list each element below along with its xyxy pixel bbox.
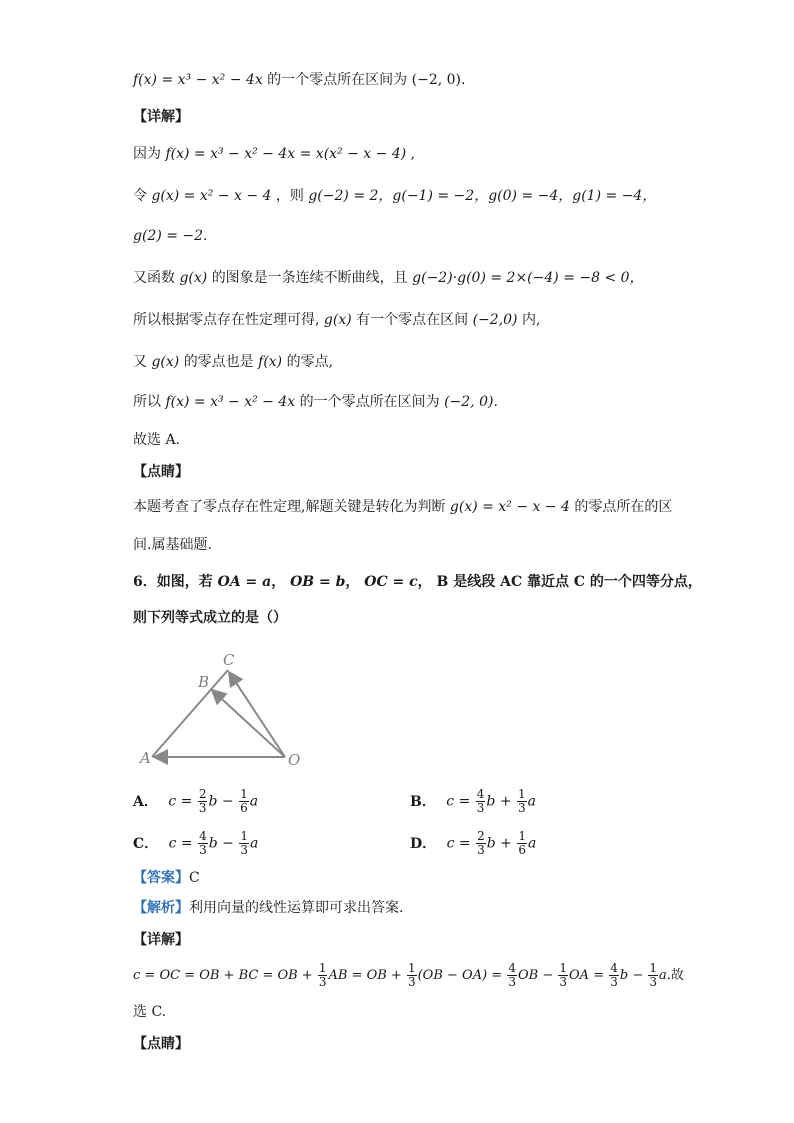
frac-num: 4: [476, 787, 485, 801]
l4-expr: g(−2)·g(0) = 2×(−4) = −8 < 0，: [412, 270, 644, 286]
frac-num: 1: [518, 787, 526, 801]
intro-line: [133, 70, 465, 90]
intro-interval: (−2, 0).: [411, 72, 466, 88]
solution-line-3: g(2) = −2.: [133, 228, 208, 244]
option-a-op: −: [221, 793, 234, 810]
frac-num: 4: [508, 961, 516, 975]
sol-part-7: a: [659, 968, 667, 983]
l9-expr: g(x) = x² − x − 4: [449, 499, 570, 515]
solution-line-1: [133, 144, 415, 164]
comment-heading-2: 【点睛】: [133, 1036, 189, 1052]
intro-text: 的一个零点所在区间为: [267, 72, 408, 88]
l9-suffix: 的零点所在的区: [574, 499, 673, 515]
l1-prefix: 因为: [133, 146, 161, 162]
option-b-lhs: c =: [446, 793, 471, 810]
l2-expr: g(x) = x² − x − 4: [151, 188, 272, 204]
q6-vector-oc: OC = c: [364, 574, 418, 590]
label-b: B: [198, 673, 210, 691]
frac-den: 3: [198, 801, 207, 815]
frac-den: 3: [610, 975, 618, 989]
option-c-v2: a: [249, 835, 259, 852]
sol-part-3: (OB − OA) =: [417, 968, 503, 983]
option-d[interactable]: [410, 830, 536, 857]
l4-prefix: 又函数: [133, 270, 175, 286]
option-d-v1: b: [486, 835, 496, 852]
sol-part-6: b −: [619, 968, 644, 983]
option-a-label: A．: [133, 793, 158, 810]
q6-b-text: B 是线段 AC 靠近点 C 的一个四等分点，: [436, 574, 702, 590]
option-c[interactable]: [133, 830, 258, 857]
answer-line: [133, 868, 200, 888]
option-b-op: +: [499, 793, 512, 810]
frac-den: 6: [518, 843, 526, 857]
q6-sep-3: ，: [417, 574, 432, 590]
solution-line-2: [133, 186, 656, 206]
answer-value: C: [189, 870, 200, 886]
option-c-label: C．: [133, 835, 159, 852]
l5-mid: 有一个零点在区间: [356, 312, 469, 328]
frac-den: 3: [518, 801, 526, 815]
frac-den: 3: [476, 801, 485, 815]
l7-prefix: 所以: [133, 394, 161, 410]
segment-ac: [152, 670, 228, 757]
l7-text: 的一个零点所在区间为: [299, 394, 440, 410]
answer-heading: 【答案】: [133, 870, 189, 886]
solution-line-4: [133, 268, 644, 288]
option-c-frac-2: [239, 830, 249, 857]
option-c-frac-1: [198, 830, 208, 857]
option-b[interactable]: [410, 788, 536, 815]
l1-expr: f(x) = x³ − x² − 4x = x(x² − x − 4): [165, 146, 407, 162]
option-a-frac-1: [198, 788, 208, 815]
l5-prefix: 所以根据零点存在性定理可得,: [133, 312, 320, 328]
frac-num: 1: [518, 829, 526, 843]
frac-den: 3: [508, 975, 516, 989]
q6-vector-oa: OA = a: [217, 574, 272, 590]
q6-sep-2: ，: [345, 574, 360, 590]
frac-den: 3: [199, 843, 207, 857]
frac-num: 4: [610, 961, 618, 975]
frac-den: 3: [649, 975, 658, 989]
sol-part-4: OB −: [517, 968, 554, 983]
solution-line-6: [133, 352, 333, 372]
frac-num: 1: [240, 787, 248, 801]
q6-sep-1: ，: [271, 574, 286, 590]
option-d-frac-2: [517, 830, 527, 857]
sol-tail: .故: [666, 968, 684, 983]
frac-num: 4: [199, 829, 207, 843]
l5-suffix: 内,: [521, 312, 541, 328]
option-d-v2: a: [527, 835, 537, 852]
l6-fx: f(x): [258, 354, 283, 370]
frac-den: 3: [407, 975, 416, 989]
option-a-lhs: c =: [168, 793, 193, 810]
sol-frac-3: [507, 962, 517, 989]
label-a: A: [140, 749, 151, 767]
intro-func: f(x) = x³ − x² − 4x: [133, 72, 263, 88]
option-d-label: D．: [410, 835, 437, 852]
analysis-heading: 【解析】: [133, 900, 189, 916]
l9-text: 本题考查了零点存在性定理,解题关键是转化为判断: [133, 499, 446, 515]
solution-line-7: [133, 392, 498, 412]
l6-mid: 的零点也是: [183, 354, 254, 370]
option-d-op: +: [500, 835, 512, 852]
frac-num: 2: [198, 787, 207, 801]
sol-part-1: c = OC = OB + BC = OB +: [133, 968, 313, 983]
frac-den: 3: [240, 843, 248, 857]
sol-part-2: AB = OB +: [328, 968, 402, 983]
option-a-v1: b: [208, 793, 218, 810]
frac-num: 1: [407, 961, 416, 975]
option-c-op: −: [222, 835, 234, 852]
solution-equation: [133, 962, 684, 989]
l7-interval: (−2, 0).: [444, 394, 498, 410]
l5-gx: g(x): [323, 312, 352, 328]
label-o: O: [288, 751, 301, 769]
l6-gx: g(x): [151, 354, 180, 370]
l4-gx: g(x): [179, 270, 208, 286]
option-d-frac-1: [476, 830, 486, 857]
option-a-v2: a: [249, 793, 259, 810]
frac-den: 3: [559, 975, 568, 989]
comment-heading: 【点睛】: [133, 464, 189, 480]
option-a[interactable]: [133, 788, 258, 815]
q6-vector-ob: OB = b: [290, 574, 346, 590]
frac-num: 1: [559, 961, 568, 975]
label-c: C: [223, 651, 235, 669]
option-c-lhs: c =: [168, 835, 193, 852]
question-6-line-2: 则下列等式成立的是（）: [133, 610, 287, 626]
l1-suffix: ,: [410, 146, 416, 162]
l6-suffix: 的零点,: [286, 354, 334, 370]
option-b-v1: b: [486, 793, 496, 810]
frac-num: 2: [477, 829, 485, 843]
sol-frac-4: [558, 962, 568, 989]
option-c-v1: b: [208, 835, 218, 852]
l6-prefix: 又: [133, 354, 147, 370]
option-b-v2: a: [527, 793, 537, 810]
option-b-frac-2: [517, 788, 527, 815]
comment-line-1: [133, 497, 672, 517]
option-b-label: B．: [410, 793, 436, 810]
frac-den: 3: [318, 975, 327, 989]
sol-frac-5: [609, 962, 619, 989]
frac-num: 1: [649, 961, 658, 975]
question-6-line-1: [133, 572, 702, 592]
option-a-frac-2: [239, 788, 249, 815]
l4-mid: 的图象是一条连续不断曲线，且: [211, 270, 408, 286]
l2-mid: ，则: [275, 188, 304, 204]
option-b-frac-1: [476, 788, 486, 815]
frac-num: 1: [240, 829, 248, 843]
sol-frac-1: [318, 962, 328, 989]
q6-number: 6．如图，若: [133, 574, 213, 590]
frac-num: 1: [318, 961, 327, 975]
l5-interval: (−2,0): [472, 312, 518, 328]
triangle-figure: [130, 645, 320, 775]
sol-frac-2: [407, 962, 417, 989]
frac-den: 6: [240, 801, 248, 815]
detail-heading-2: 【详解】: [133, 932, 189, 948]
solution-line-5: [133, 310, 540, 330]
sol-frac-6: [648, 962, 658, 989]
l2-vals: g(−2) = 2，g(−1) = −2，g(0) = −4，g(1) = −4，: [308, 188, 657, 204]
analysis-text: 利用向量的线性运算即可求出答案.: [189, 900, 404, 916]
detail-heading: 【详解】: [133, 109, 189, 125]
l2-prefix: 令: [133, 188, 147, 204]
comment-line-2: 间.属基础题.: [133, 537, 212, 553]
analysis-line: [133, 898, 403, 918]
solution-choose: 选 C.: [133, 1004, 167, 1020]
sol-part-5: OA =: [569, 968, 605, 983]
choose-line: 故选 A.: [133, 432, 181, 448]
option-d-lhs: c =: [446, 835, 471, 852]
l7-func: f(x) = x³ − x² − 4x: [165, 394, 296, 410]
frac-den: 3: [477, 843, 485, 857]
